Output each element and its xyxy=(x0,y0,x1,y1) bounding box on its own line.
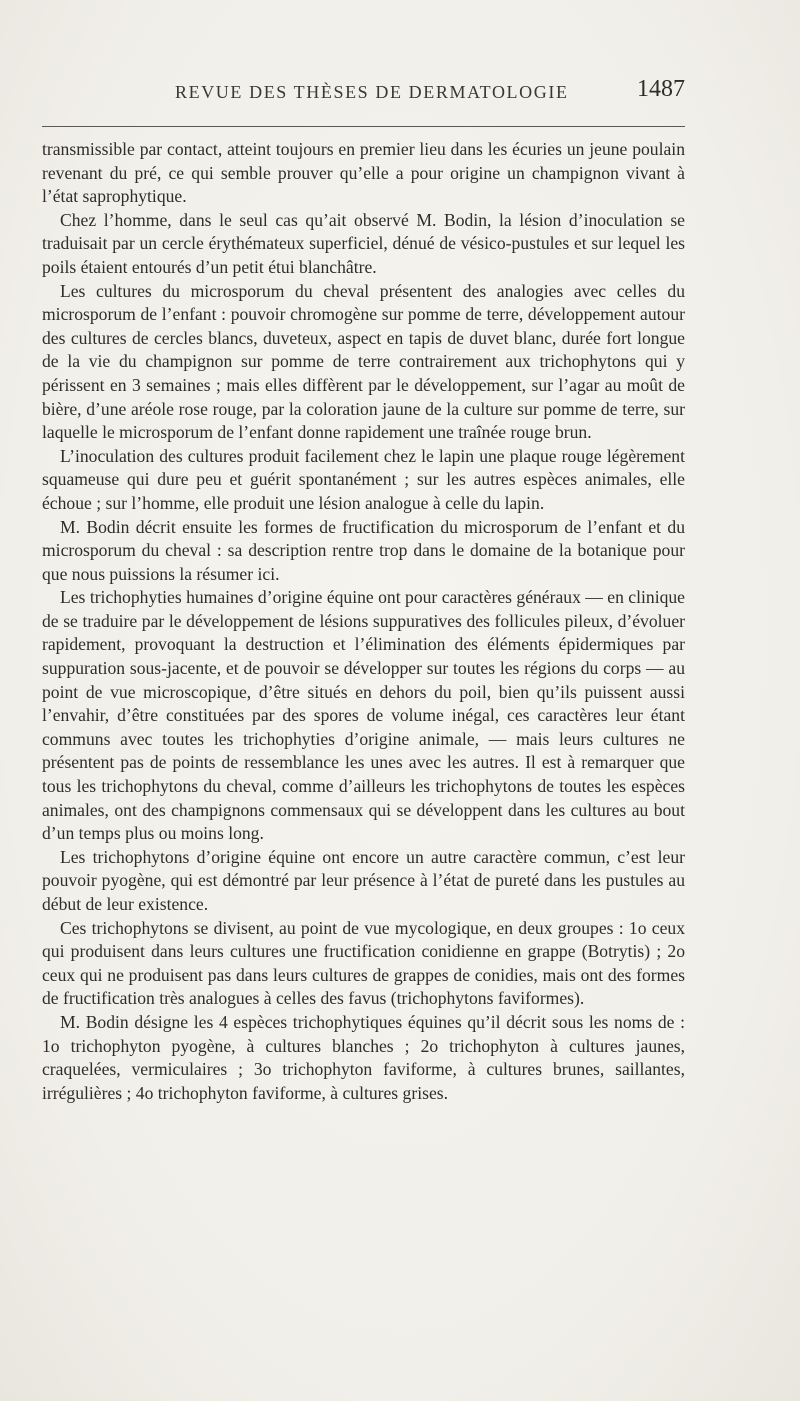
page-header xyxy=(42,74,685,114)
paragraph-inoculation-cultures: L’inoculation des cultures produit facilement chez le lapin une plaque rouge légèrement squameuse qui dure peu et guérit spontanément ; sur les autres espèces animales, elle échoue ; sur l’homme, elle produit une lésion analogue à celle du lapin. xyxy=(42,445,685,513)
paragraph-pouvoir-pyogene: Les trichophytons d’origine équine ont encore un autre caractère commun, c’est leur pouvoir pyogène, qui est démontré par leur présence à l’état de pureté dans les pustules au début de leur existence. xyxy=(42,846,685,914)
body-text xyxy=(42,138,685,1105)
paragraph-cultures-microsporum: Les cultures du microsporum du cheval présentent des analogies avec celles du microsporum de l’enfant : pouvoir chromogène sur pomme de terre, développement autour des cultures de cercles blancs, duveteux, aspect en tapis de duvet blanc, durée fort longue de la vie du champignon sur pomme de terre contrairement aux trichophytons qui y périssent en 3 semaines ; mais elles diffèrent par le développement, sur l’agar au moût de bière, d’une aréole rose rouge, par la coloration jaune de la culture sur pomme de terre, sur laquelle le microsporum de l’enfant donne rapidement une traînée rouge brun. xyxy=(42,280,685,443)
paragraph-especes: M. Bodin désigne les 4 espèces trichophytiques équines qu’il décrit sous les noms de : 1o trichophyton pyogène, à cultures blanches ; 2o trichophyton à cultures jaunes, craquelées, vermiculaires ; 3o trichophyton faviforme, à cultures brunes, saillantes, irrégulières ; 4o trichophyton faviforme, à cultures grises. xyxy=(42,1011,685,1103)
header-rule xyxy=(42,126,685,127)
paragraph-inoculation-homme: Chez l’homme, dans le seul cas qu’ait observé M. Bodin, la lésion d’inoculation se traduisait par un cercle érythémateux superficiel, dénué de vésico-pustules et sur lequel les poils étaient entourés d’un petit étui blanchâtre. xyxy=(42,209,685,277)
paragraph-groupes: Ces trichophytons se divisent, au point de vue mycologique, en deux groupes : 1o ceux qui produisent dans leurs cultures une fructification conidienne en grappe (Botrytis) ; 2o ceux qui ne produisent pas dans leurs cultures de grappes de conidies, mais ont des formes de fructification très analogues à celles des favus (trichophytons faviformes). xyxy=(42,917,685,1009)
page-number: 1487 xyxy=(637,76,685,102)
running-title: REVUE DES THÈSES DE DERMATOLOGIE xyxy=(175,82,569,102)
paragraph-fructification: M. Bodin décrit ensuite les formes de fructification du microsporum de l’enfant et du microsporum du cheval : sa description rentre trop dans le domaine de la botanique pour que nous puissions la résumer ici. xyxy=(42,516,685,584)
paragraph-trichophyties-humaines: Les trichophyties humaines d’origine équine ont pour caractères généraux — en clinique de se traduire par le développement de lésions suppuratives des follicules pileux, d’évoluer rapidement, provoquant la destruction et l’élimination des éléments épidermiques par suppuration sous-jacente, et de pouvoir se développer sur toutes les régions du corps — au point de vue microscopique, d’être situés en dehors du poil, bien qu’ils puissent aussi l’envahir, d’être constituées par des spores de volume inégal, ces caractères leur étant communs avec toutes les trichophyties d’origine animale, — mais leurs cultures ne présentent pas de points de ressemblance les unes avec les autres. Il est à remarquer que tous les trichophytons du cheval, comme d’ailleurs les trichophytons de toutes les espèces animales, ont des champignons commensaux qui se développent dans les cultures au bout d’un temps plus ou moins long. xyxy=(42,587,685,844)
paragraph-continuation: transmissible par contact, atteint toujours en premier lieu dans les écuries un jeune poulain revenant du pré, ce qui semble prouver qu’elle a pour origine un champignon vivant à l’état saprophytique. xyxy=(42,139,685,207)
